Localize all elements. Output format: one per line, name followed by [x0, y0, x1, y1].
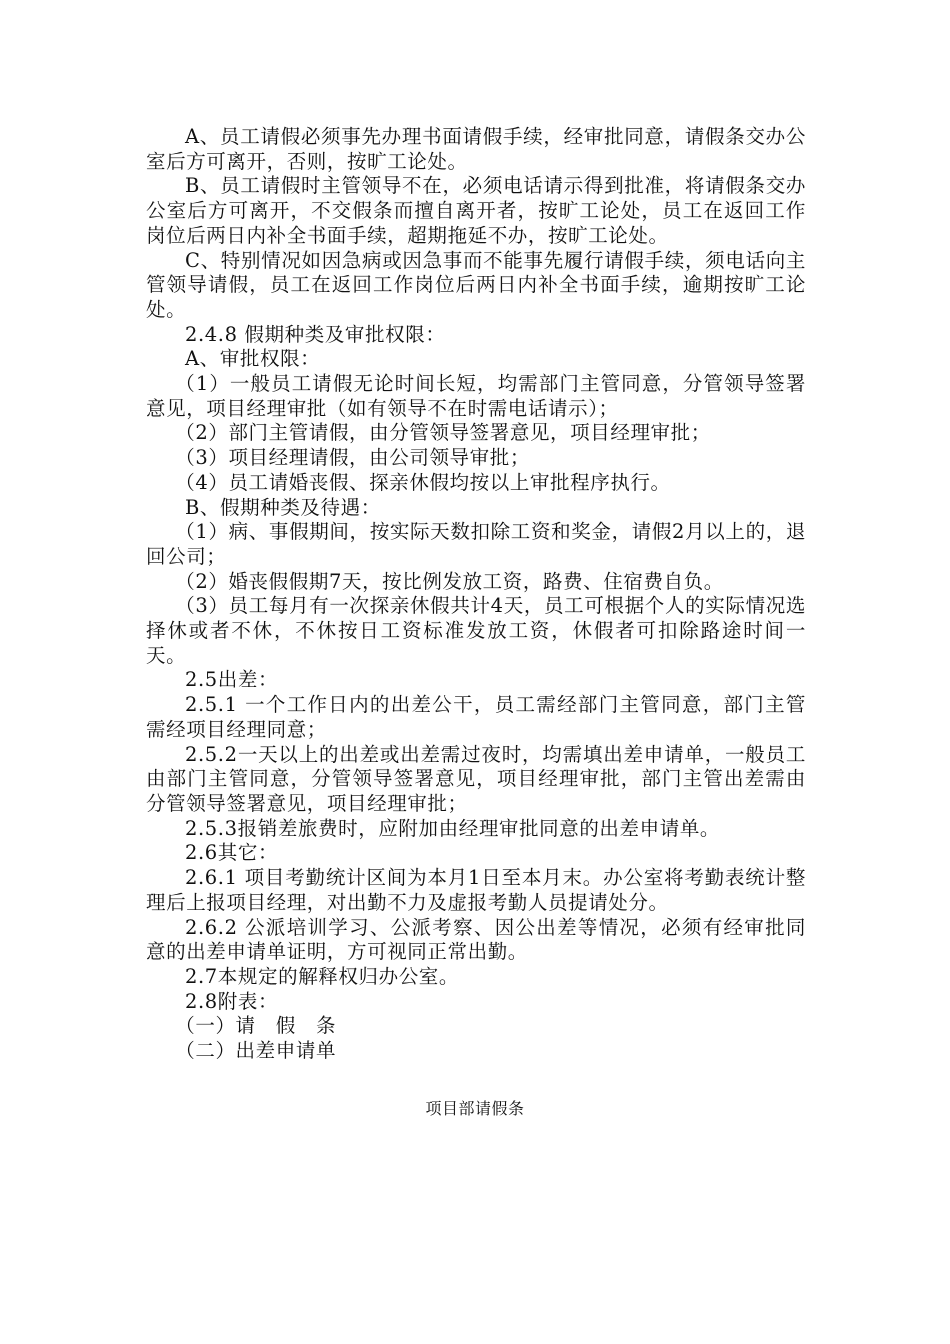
paragraph-2-5-2: 2.5.2一天以上的出差或出差需过夜时，均需填出差申请单，一般员工由部门主管同意，分管领导签署意见，项目经理审批，部门主管出差需由分管领导签署意见，项目经理审批；: [146, 742, 806, 815]
paragraph-leave-rule-a: A、员工请假必须事先办理书面请假手续，经审批同意，请假条交办公室后方可离开，否则，按旷工论处。: [146, 125, 806, 173]
paragraph-leave-rule-c: C、特别情况如因急病或因急事而不能事先履行请假手续，须电话向主管领导请假，员工在返回工作岗位后两日内补全书面手续，逾期按旷工论处。: [146, 248, 806, 321]
list-item-leave-type-3: （3）员工每月有一次探亲休假共计4天，员工可根据个人的实际情况选择休或者不休，不休按日工资标准发放工资，休假者可扣除路途时间一天。: [146, 594, 806, 667]
list-item-approval-4: （4）员工请婚丧假、探亲休假均按以上审批程序执行。: [175, 470, 671, 494]
attachment-item-2: （二）出差申请单: [175, 1039, 337, 1063]
paragraph-2-5-1: 2.5.1 一个工作日内的出差公干，员工需经部门主管同意，部门主管需经项目经理同意；: [146, 693, 806, 741]
paragraph-2-6-1: 2.6.1 项目考勤统计区间为本月1日至本月末。办公室将考勤表统计整理后上报项目经理，对出勤不力及虚报考勤人员提请处分。: [146, 866, 806, 914]
form-caption: 项目部请假条: [425, 1099, 525, 1118]
document-body: [146, 125, 806, 1064]
subheading-leave-types: B、假期种类及待遇：: [185, 495, 381, 519]
section-heading-2-4-8: 2.4.8 假期种类及审批权限：: [185, 322, 446, 346]
attachment-item-1: （一）请 假 条: [175, 1014, 337, 1038]
paragraph-2-6-2: 2.6.2 公派培训学习、公派考察、因公出差等情况，必须有经审批同意的出差申请单证明，方可视同正常出勤。: [146, 915, 806, 964]
paragraph-2-5-3: 2.5.3报销差旅费时，应附加由经理审批同意的出差申请单。: [185, 816, 721, 840]
list-item-approval-1: （1）一般员工请假无论时间长短，均需部门主管同意，分管领导签署意见，项目经理审批（如有领导不在时需电话请示）；: [146, 372, 806, 420]
paragraph-2-7: 2.7本规定的解释权归办公室。: [185, 964, 460, 988]
list-item-leave-type-2: （2）婚丧假假期7天，按比例发放工资，路费、住宿费自负。: [175, 569, 724, 593]
list-item-leave-type-1: （1）病、事假期间，按实际天数扣除工资和奖金，请假2月以上的，退回公司；: [146, 520, 806, 568]
list-item-approval-2: （2）部门主管请假，由分管领导签署意见，项目经理审批；: [175, 421, 711, 445]
section-heading-2-5: 2.5出差：: [185, 668, 279, 692]
subheading-approval-authority: A、审批权限：: [185, 347, 321, 371]
paragraph-leave-rule-b: B、员工请假时主管领导不在，必须电话请示得到批准，将请假条交办公室后方可离开，不交假条而擅自离开者，按旷工论处，员工在返回工作岗位后两日内补全书面手续，超期拖延不办，按旷工论处。: [146, 174, 806, 247]
section-heading-2-6: 2.6其它：: [185, 841, 279, 865]
section-heading-2-8: 2.8附表：: [185, 989, 279, 1013]
list-item-approval-3: （3）项目经理请假，由公司领导审批；: [175, 446, 530, 470]
